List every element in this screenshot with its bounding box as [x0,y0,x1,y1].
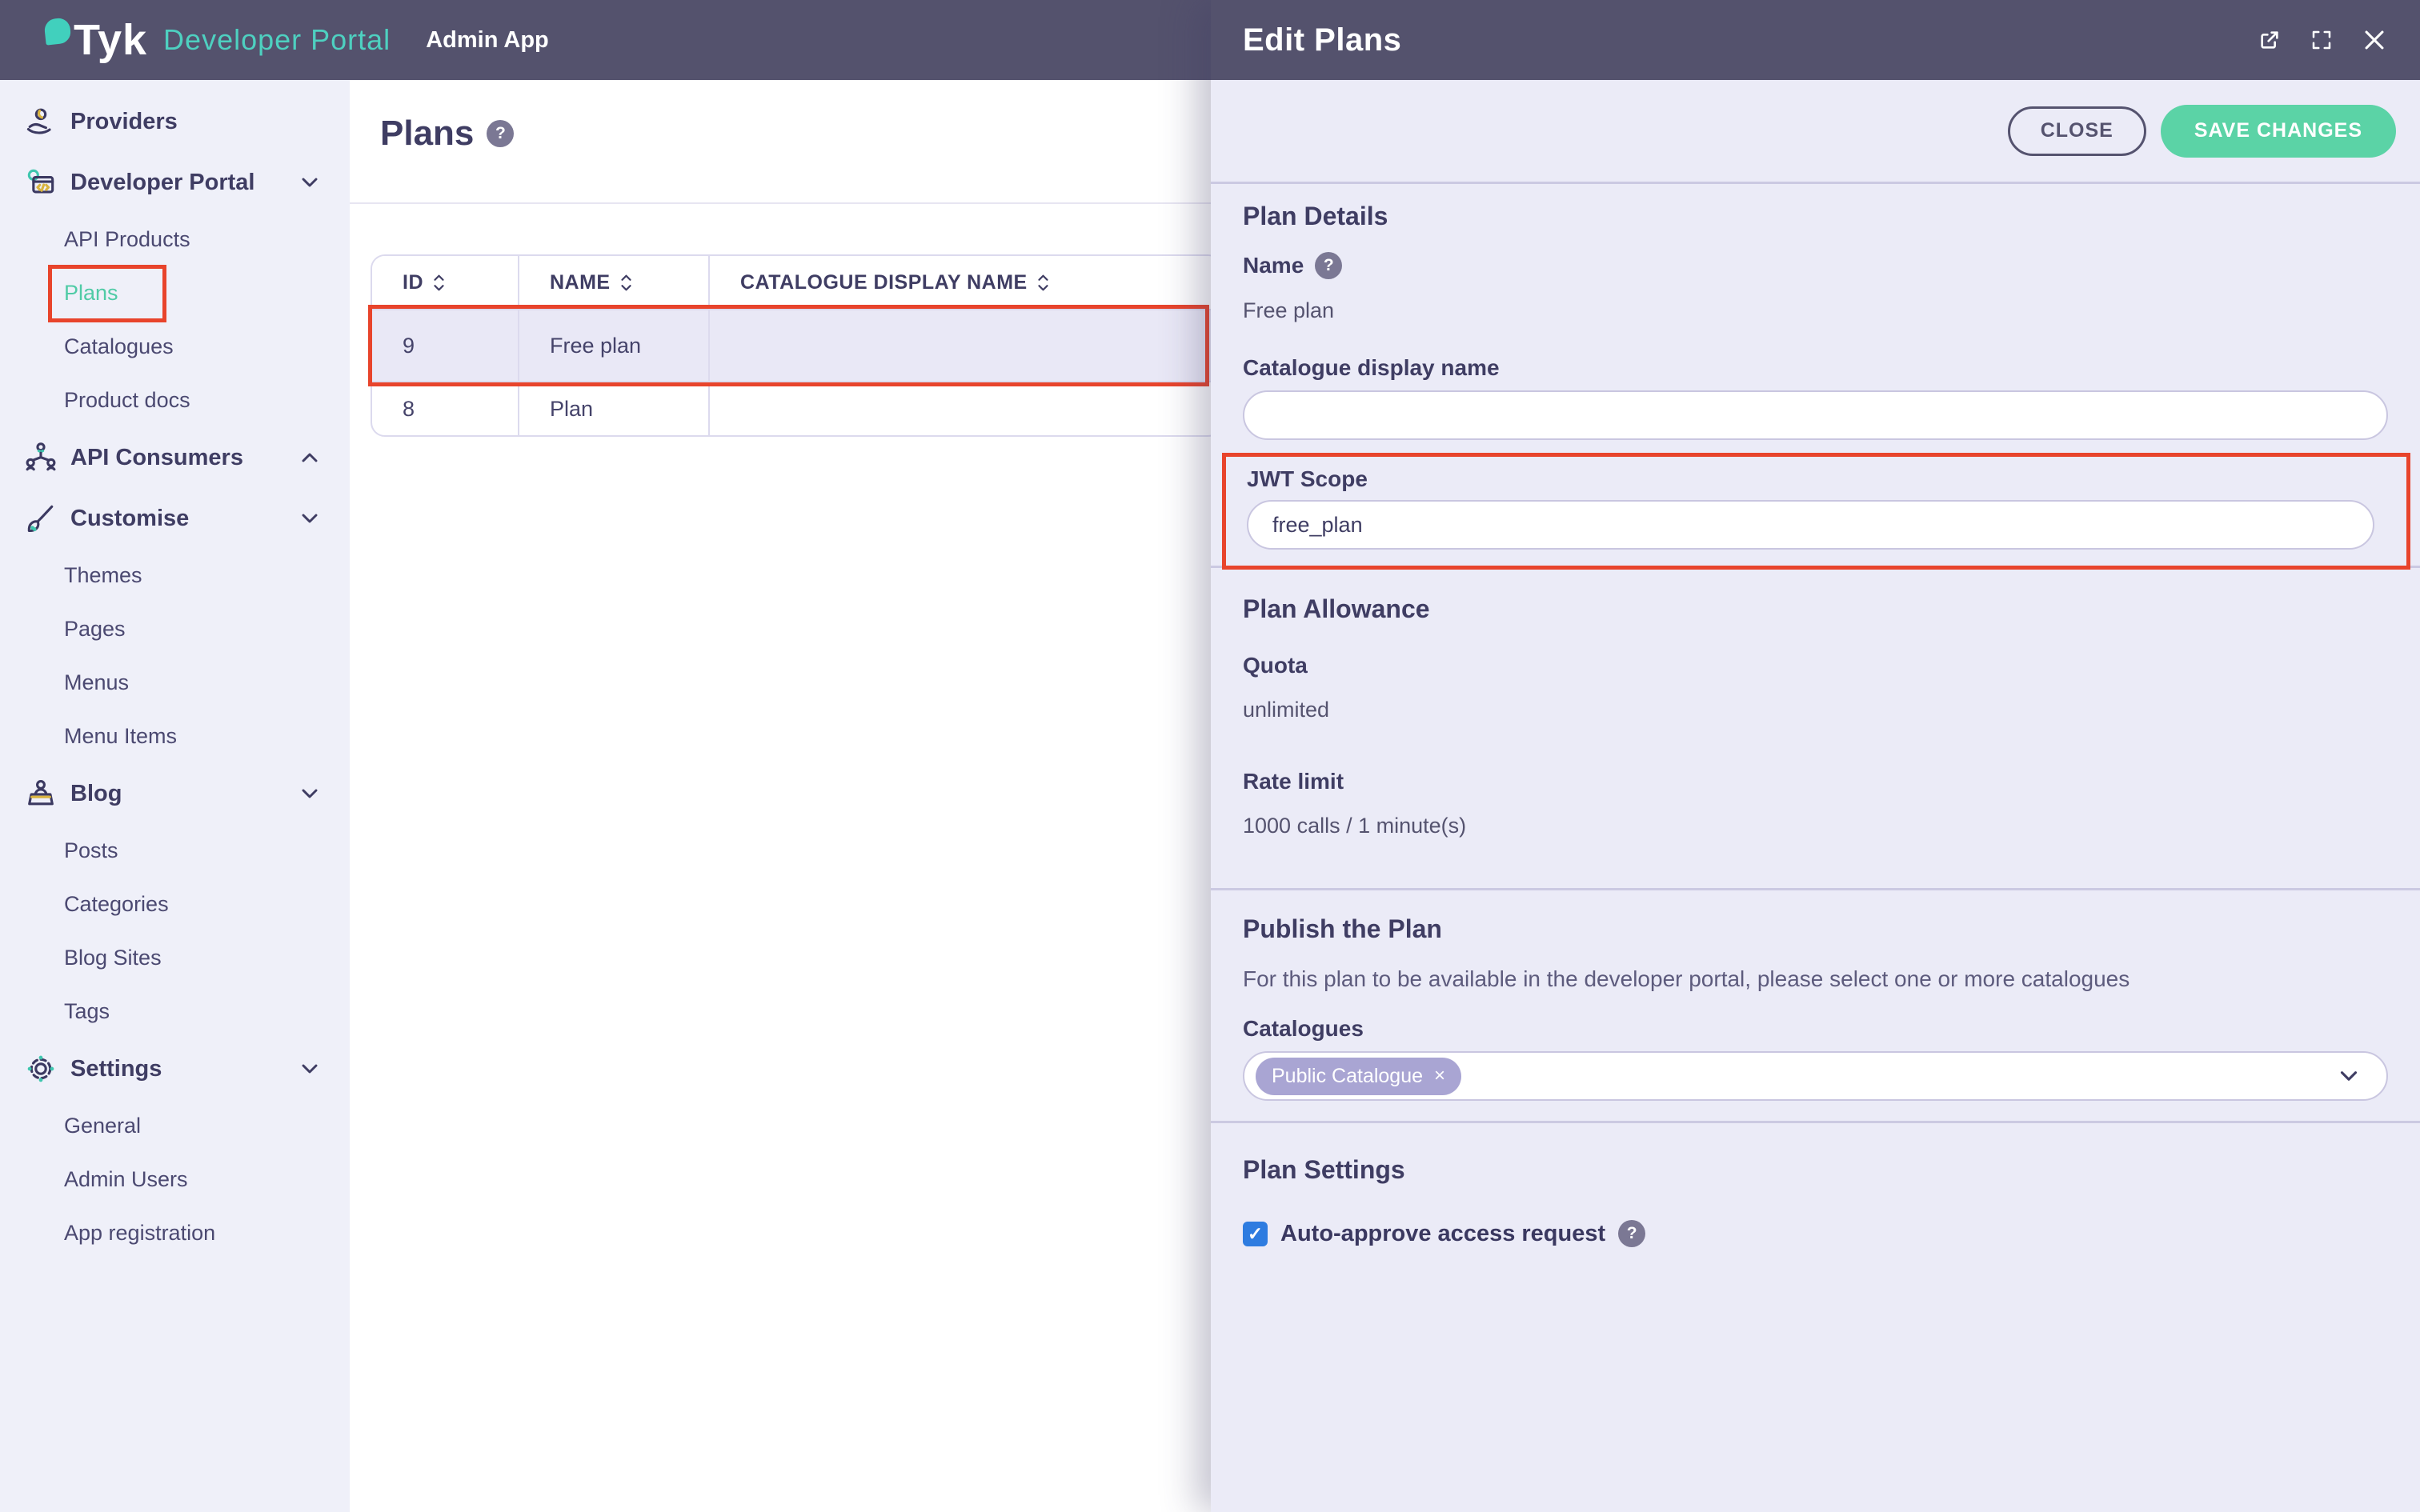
sidebar-item-settings[interactable] [0,1038,350,1099]
column-header-name[interactable] [519,256,710,309]
auto-approve-row [1243,1220,2388,1247]
jwt-scope-annotation-box [1222,453,2410,570]
sidebar-item-themes[interactable] [0,549,350,602]
column-header-catalogue-display-name[interactable] [710,256,1220,309]
chevron-down-icon [297,170,323,195]
sidebar-item-label: App registration [64,1221,216,1245]
sidebar-item-label: Developer Portal [70,169,255,195]
sidebar-item-label: Blog Sites [64,946,162,970]
sidebar-item-plans[interactable] [0,266,350,320]
close-button[interactable]: CLOSE [2008,106,2146,156]
publish-plan-section [1211,890,2420,1123]
sidebar-item-label: Posts [64,838,118,862]
fullscreen-icon[interactable] [2310,28,2334,52]
sidebar-item-developer-portal[interactable] [0,152,350,213]
panel-title: Edit Plans [1243,22,1402,58]
column-label: CATALOGUE DISPLAY NAME [740,270,1028,294]
customise-icon [22,500,59,537]
app-name: Admin App [426,26,549,53]
open-in-new-icon[interactable] [2257,27,2282,53]
sidebar-item-label: Admin Users [64,1167,188,1191]
sidebar-item-label: Product docs [64,388,190,412]
sidebar-item-customise[interactable] [0,488,350,549]
cell-name: Free plan [519,310,710,381]
quota-value: unlimited [1243,698,1330,722]
sidebar-item-label: General [64,1114,142,1138]
sidebar-item-label: API Products [64,227,190,251]
publish-plan-description: For this plan to be available in the developer portal, please select one or more catalogues [1243,966,2130,991]
help-icon[interactable]: ? [487,120,514,147]
jwt-scope-input[interactable] [1247,500,2374,550]
sidebar-item-providers[interactable] [0,91,350,152]
chevron-down-icon [297,781,323,806]
rate-limit-value: 1000 calls / 1 minute(s) [1243,814,1467,838]
sidebar-item-catalogues[interactable] [0,320,350,374]
sidebar-item-blog[interactable] [0,763,350,824]
selected-catalogues [1256,1058,1461,1095]
edit-plans-panel [1211,0,2420,1512]
publish-plan-heading: Publish the Plan [1243,914,1442,943]
product-name: Developer Portal [163,23,391,56]
cell-id: 8 [372,382,519,435]
rate-limit-label: Rate limit [1243,769,1344,794]
plan-allowance-heading: Plan Allowance [1243,594,1430,623]
name-label-row [1243,252,2388,279]
jwt-scope-label: JWT Scope [1247,466,1368,491]
remove-chip-icon[interactable]: × [1434,1065,1446,1086]
sidebar-item-product-docs[interactable] [0,374,350,427]
chevron-down-icon [297,1056,323,1082]
sidebar-item-label: Menu Items [64,724,178,748]
sidebar-item-label: Tags [64,999,110,1023]
plan-details-section [1211,184,2420,568]
sidebar-item-label: Menus [64,670,130,694]
help-icon[interactable]: ? [1315,252,1342,279]
table-body [372,310,1220,435]
sidebar-item-api-products[interactable] [0,213,350,266]
sort-icon [1037,273,1049,293]
chevron-down-icon [297,506,323,531]
sidebar-item-menu-items[interactable] [0,710,350,763]
chip-label: Public Catalogue [1272,1064,1424,1087]
column-label: ID [403,270,423,294]
quota-label: Quota [1243,653,1308,678]
developer-portal-icon [22,164,59,201]
close-icon[interactable] [2361,26,2388,54]
chevron-up-icon [297,445,323,470]
panel-header-icons [2257,26,2388,54]
table-header-row [372,256,1220,310]
sidebar-item-menus[interactable] [0,656,350,710]
sidebar-item-label: Providers [70,108,178,134]
panel-header [1211,0,2420,80]
catalogue-chip[interactable] [1256,1058,1461,1095]
plan-allowance-section [1211,570,2420,890]
sidebar-item-label: Catalogues [64,334,174,358]
name-label: Name [1243,253,1304,278]
sidebar-item-blog-sites[interactable] [0,931,350,985]
table-row[interactable] [372,310,1220,382]
catalogue-display-name-label: Catalogue display name [1243,355,1500,380]
sort-icon [433,273,445,293]
sidebar-item-app-registration[interactable] [0,1206,350,1260]
page-title-row [380,114,514,154]
sidebar [0,80,350,1512]
name-value: Free plan [1243,298,1335,322]
sidebar-item-categories[interactable] [0,878,350,931]
sidebar-item-label: Plans [64,281,118,305]
cell-id: 9 [372,310,519,381]
sidebar-item-tags[interactable] [0,985,350,1038]
sidebar-item-label: Themes [64,563,142,587]
table-row[interactable] [372,382,1220,435]
sort-icon [620,273,632,293]
cell-catalogue-display-name [710,310,1220,381]
tyk-leaf-icon [43,17,71,45]
sidebar-item-general[interactable] [0,1099,350,1153]
column-header-id[interactable] [372,256,519,309]
page-title: Plans [380,114,475,153]
sidebar-item-label: Settings [70,1055,162,1082]
column-label: NAME [550,270,611,294]
api-consumers-icon [22,439,59,476]
panel-toolbar [1211,80,2420,184]
plans-table [371,254,1222,437]
catalogue-display-name-input[interactable] [1243,390,2388,440]
sidebar-item-label: API Consumers [70,444,243,470]
brand-logo: Tyk [74,16,148,64]
catalogues-label: Catalogues [1243,1016,1364,1041]
plan-settings-section [1211,1123,2420,1443]
auto-approve-label: Auto-approve access request [1280,1220,1606,1246]
catalogues-select[interactable] [1243,1051,2388,1101]
sidebar-item-label: Blog [70,780,122,806]
sidebar-item-label: Categories [64,892,169,916]
blog-icon [22,775,59,812]
save-changes-button[interactable]: SAVE CHANGES [2161,105,2396,158]
chevron-down-icon [2335,1062,2362,1090]
sidebar-item-label: Pages [64,617,126,641]
plan-settings-heading: Plan Settings [1243,1155,1405,1184]
settings-icon [22,1050,59,1087]
plan-details-heading: Plan Details [1243,202,1388,230]
sidebar-item-posts[interactable] [0,824,350,878]
providers-icon [22,103,59,140]
cell-name: Plan [519,382,710,435]
sidebar-item-pages[interactable] [0,602,350,656]
help-icon[interactable]: ? [1618,1220,1645,1247]
auto-approve-checkbox[interactable]: ✓ [1243,1222,1268,1246]
sidebar-item-api-consumers[interactable] [0,427,350,488]
sidebar-item-label: Customise [70,505,190,531]
cell-catalogue-display-name [710,382,1220,435]
sidebar-item-admin-users[interactable] [0,1153,350,1206]
